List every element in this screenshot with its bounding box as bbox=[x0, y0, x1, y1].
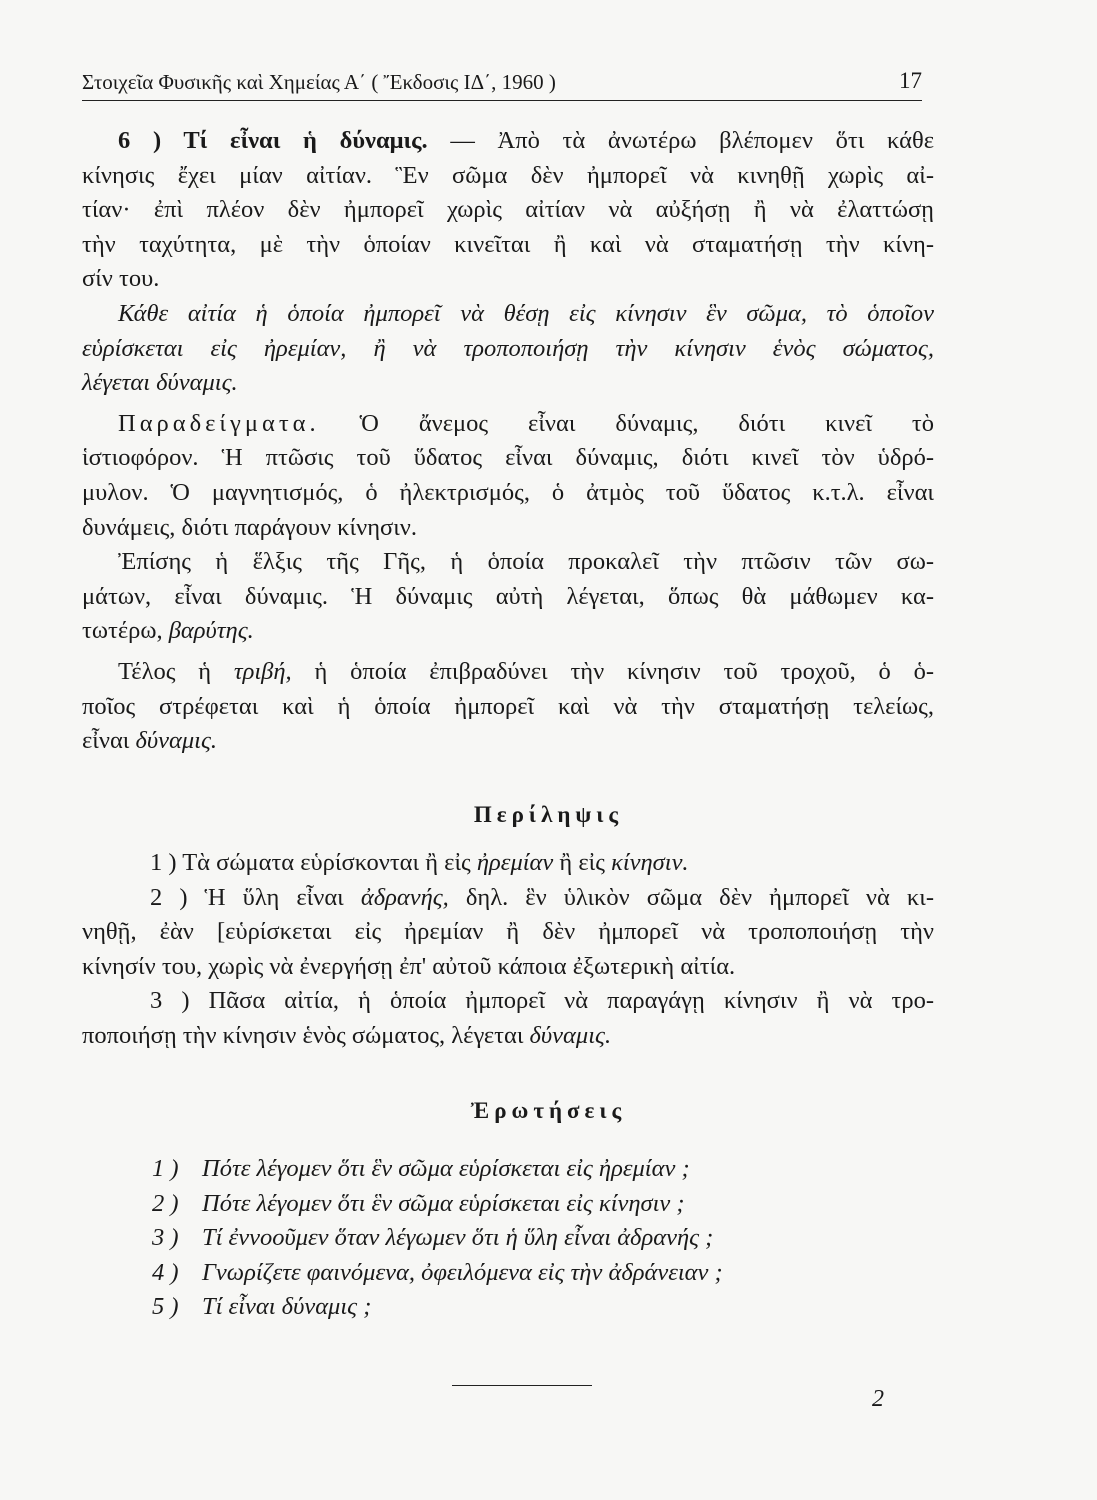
question-item: 1 ) Πότε λέγομεν ὅτι ἓν σῶμα εὑρίσκεται εἰς ἠρεμίαν ; bbox=[152, 1155, 690, 1182]
paragraph-line: Ἐπίσης ἡ ἕλξις τῆς Γῆς, ἡ ὁποία προκαλεῖ τὴν πτῶσιν τῶν σω- bbox=[118, 548, 934, 576]
summary-item: νηθῇ, ἐὰν [εὑρίσκεται εἰς ἠρεμίαν ἢ δὲν ἠμπορεῖ νὰ τροποποιήσῃ τὴν bbox=[82, 918, 934, 946]
friction-term: τριβή, bbox=[233, 657, 292, 685]
paragraph-line: μυλον. Ὁ μαγνητισμός, ὁ ἠλεκτρισμός, ὁ ἀτμὸς τοῦ ὕδατος κ.τ.λ. εἶναι bbox=[82, 478, 934, 506]
definition-line: Κάθε αἰτία ἡ ὁποία ἠμπορεῖ νὰ θέσῃ εἰς κίνησιν ἓν σῶμα, τὸ ὁποῖον bbox=[118, 299, 934, 327]
summary-item: κίνησίν του, χωρὶς νὰ ἐνεργήσῃ ἐπ' αὐτοῦ κάποια ἐξωτερικὴ αἰτία. bbox=[82, 952, 736, 980]
question-item: 3 ) Τί ἐννοοῦμεν ὅταν λέγωμεν ὅτι ἡ ὕλη εἶναι ἀδρανής ; bbox=[152, 1224, 714, 1252]
definition-line: εὑρίσκεται εἰς ἠρεμίαν, ἢ νὰ τροποποιήσῃ τὴν κίνησιν ἑνὸς σώματος, bbox=[82, 334, 934, 362]
signature-number: 2 bbox=[872, 1386, 884, 1412]
summary-heading: Περίληψις bbox=[473, 802, 624, 827]
definition-line: λέγεται δύναμις. bbox=[82, 369, 238, 397]
question-item: 2 ) Πότε λέγομεν ὅτι ἓν σῶμα εὑρίσκεται εἰς κίνησιν ; bbox=[152, 1189, 685, 1217]
summary-list bbox=[82, 846, 934, 1054]
question-item: 4 ) Γνωρίζετε φαινόμενα, ὀφειλόμενα εἰς τὴν ἀδράνειαν ; bbox=[152, 1258, 723, 1286]
page-number: 17 bbox=[899, 68, 922, 93]
header-title: Στοιχεῖα Φυσικῆς καὶ Χημείας Α΄ ( Ἔκδοσις ΙΔ΄, 1960 ) bbox=[82, 70, 556, 94]
question-item: 5 ) Τί εἶναι δύναμις ; bbox=[152, 1293, 372, 1321]
paragraph-line: μάτων, εἶναι δύναμις. Ἡ δύναμις αὐτὴ λέγεται, ὅπως θὰ μάθωμεν κα- bbox=[82, 582, 934, 610]
end-rule bbox=[452, 1385, 592, 1386]
paragraph-line: Παραδείγματα. Ὁ ἄνεμος εἶναι δύναμις, διότι κινεῖ τὸ bbox=[118, 409, 935, 437]
paragraph-line: τωτέρω, βαρύτης. bbox=[82, 617, 254, 645]
paragraph-line: τὴν ταχύτητα, μὲ τὴν ὁποίαν κινεῖται ἢ καὶ νὰ σταματήσῃ τὴν κίνη- bbox=[82, 230, 934, 258]
gravity-term: βαρύτης. bbox=[168, 617, 254, 645]
paragraph-line: εἶναι δύναμις. bbox=[82, 727, 218, 755]
paragraph-line: σίν του. bbox=[82, 265, 160, 293]
summary-item: 1 ) Τὰ σώματα εὑρίσκονται ἢ εἰς ἠρεμίαν ἢ εἰς κίνησιν. bbox=[150, 849, 689, 876]
summary-item: 3 ) Πᾶσα αἰτία, ἡ ὁποία ἠμπορεῖ νὰ παραγάγῃ κίνησιν ἢ νὰ τρο- bbox=[150, 987, 934, 1015]
paragraph-line: κίνησις ἔχει μίαν αἰτίαν. Ἓν σῶμα δὲν ἠμπορεῖ νὰ κινηθῇ χωρὶς αἰ- bbox=[82, 161, 934, 189]
questions-list bbox=[152, 1152, 912, 1325]
summary-item: 2 ) Ἡ ὕλη εἶναι ἀδρανής, δηλ. ἓν ὑλικὸν σῶμα δὲν ἠμπορεῖ νὰ κι- bbox=[150, 883, 934, 911]
examples-label: Παραδείγματα. bbox=[118, 409, 320, 437]
section-heading: 6 ) Τί εἶναι ἡ δύναμις. bbox=[118, 127, 428, 154]
section-6 bbox=[82, 124, 934, 759]
paragraph-line: ποῖος στρέφεται καὶ ἡ ὁποία ἠμπορεῖ καὶ νὰ τὴν σταματήσῃ τελείως, bbox=[82, 692, 934, 720]
running-header bbox=[82, 64, 922, 101]
paragraph-line: 6 ) Τί εἶναι ἡ δύναμις. — Ἀπὸ τὰ ἀνωτέρω βλέπομεν ὅτι κάθε bbox=[82, 124, 934, 159]
paragraph-line: δυνάμεις, διότι παράγουν κίνησιν. bbox=[82, 513, 418, 541]
paragraph-line: Τέλος ἡ τριβή, ἡ ὁποία ἐπιβραδύνει τὴν κίνησιν τοῦ τροχοῦ, ὁ ὁ- bbox=[118, 657, 934, 685]
questions-heading: Ἐρωτήσεις bbox=[470, 1098, 627, 1123]
summary-item: ποποιήσῃ τὴν κίνησιν ἑνὸς σώματος, λέγεται δύναμις. bbox=[82, 1021, 612, 1049]
paragraph-line: ἱστιοφόρον. Ἡ πτῶσις τοῦ ὕδατος εἶναι δύναμις, διότι κινεῖ τὸν ὑδρό- bbox=[82, 444, 934, 472]
paragraph-line: τίαν· ἐπὶ πλέον δὲν ἠμπορεῖ χωρὶς αἰτίαν νὰ αὐξήσῃ ἢ νὰ ἐλαττώσῃ bbox=[82, 196, 934, 224]
